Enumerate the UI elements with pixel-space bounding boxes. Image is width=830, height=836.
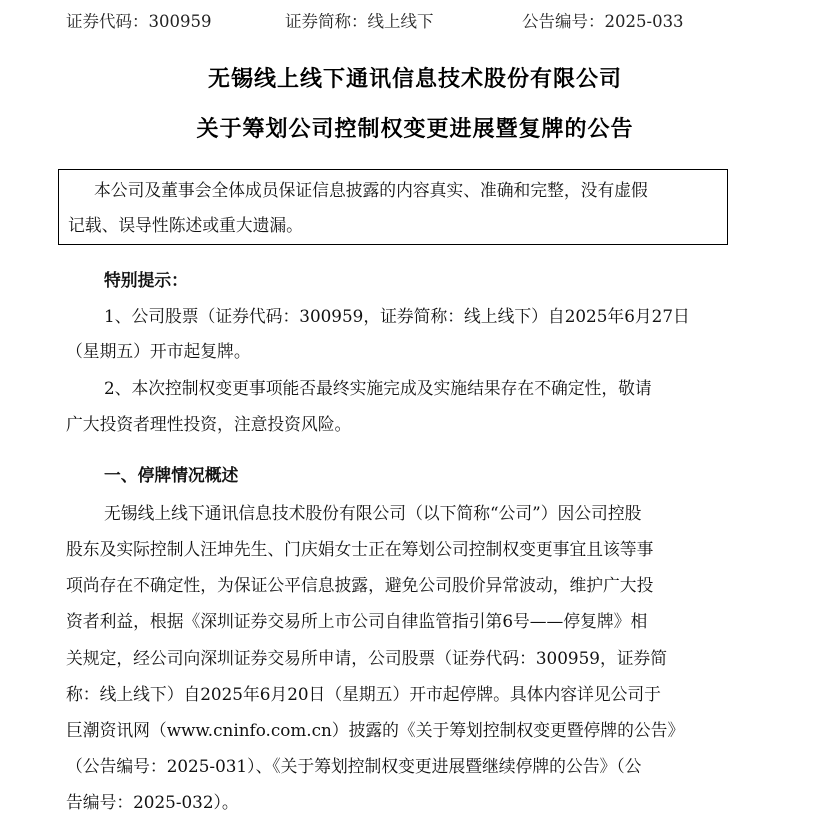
company-title: 无锡线上线下通讯信息技术股份有限公司 [207,66,622,92]
section-1-line-9: 告编号：2025-032）。 [66,792,239,812]
section-1-line-8: （公告编号：2025-031）、《关于筹划控制权变更进展暨继续停牌的公告》（公 [66,756,642,776]
tip-1-line-1: 1、公司股票（证券代码：300959，证券简称：线上线下）自2025年6月27日 [104,306,690,326]
announcement-number: 公告编号：2025-033 [522,12,684,31]
section-1-line-4: 资者利益，根据《深圳证券交易所上市公司自律监管指引第6号——停复牌》相 [66,611,648,631]
section-1-line-2: 股东及实际控制人汪坤先生、门庆娟女士正在筹划公司控制权变更事宜且该等事 [66,539,654,559]
notice-line-2: 记载、误导性陈述或重大遗漏。 [68,215,303,235]
special-tips-heading: 特别提示： [104,270,188,290]
section-1-heading: 一、停牌情况概述 [104,465,239,485]
document-header [66,8,766,32]
section-1-line-7: 巨潮资讯网（www.cninfo.com.cn）披露的《关于筹划控制权变更暨停牌的公告》 [66,720,685,740]
section-1-line-3: 项尚存在不确定性，为保证公平信息披露，避免公司股价异常波动，维护广大投 [66,575,654,595]
notice-line-1: 本公司及董事会全体成员保证信息披露的内容真实、准确和完整，没有虚假 [94,180,648,200]
section-1-line-1: 无锡线上线下通讯信息技术股份有限公司（以下简称“公司”）因公司控股 [104,503,642,523]
section-1-line-6: 称：线上线下）自2025年6月20日（星期五）开市起停牌。具体内容详见公司于 [66,684,661,704]
tip-2-line-2: 广大投资者理性投资，注意投资风险。 [66,414,352,434]
security-code: 证券代码：300959 [66,12,212,31]
security-abbreviation: 证券简称：线上线下 [285,12,434,31]
section-1-line-5: 关规定，经公司向深圳证券交易所申请，公司股票（证券代码：300959，证券简 [66,648,668,668]
tip-2-line-1: 2、本次控制权变更事项能否最终实施完成及实施结果存在不确定性，敬请 [104,378,652,398]
announcement-title: 关于筹划公司控制权变更进展暨复牌的公告 [196,116,634,142]
tip-1-line-2: （星期五）开市起复牌。 [66,341,251,361]
